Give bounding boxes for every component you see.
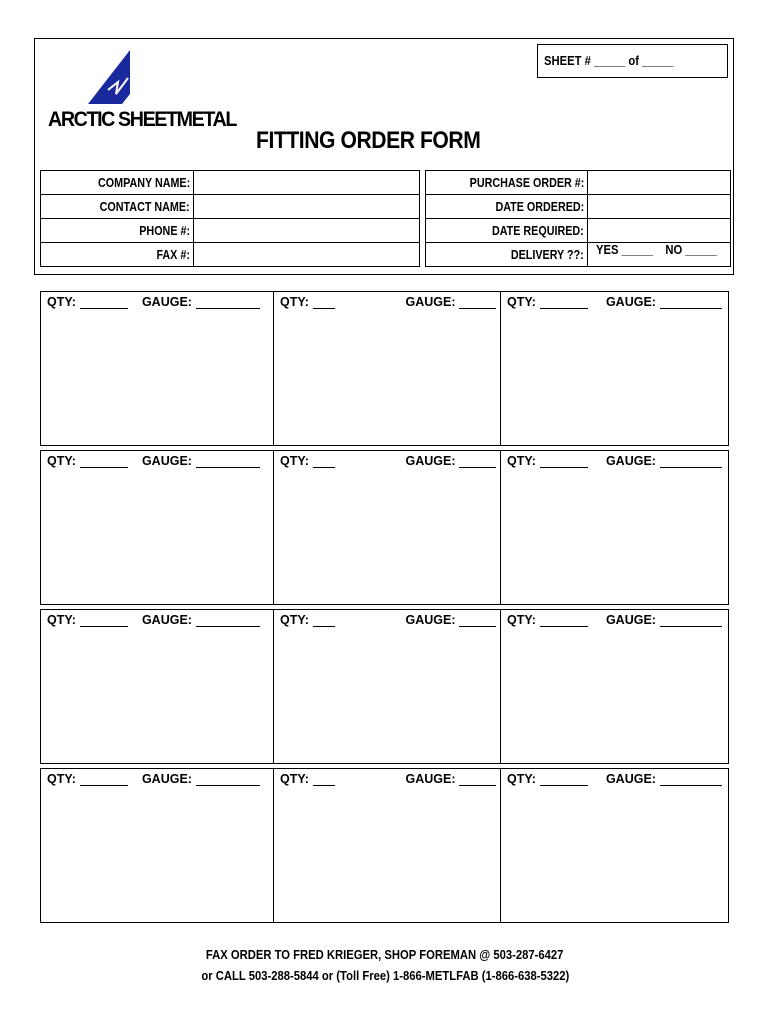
- fitting-cell[interactable]: [41, 451, 273, 604]
- qty-label: QTY:: [280, 613, 309, 627]
- svg-text:ARCTIC SHEETMETAL: ARCTIC SHEETMETAL: [48, 108, 238, 131]
- date-ordered-row: [426, 195, 731, 219]
- gauge-label: GAUGE:: [605, 454, 656, 468]
- date-required-label: DATE REQUIRED:: [492, 223, 584, 238]
- qty-label: QTY:: [507, 454, 536, 468]
- fitting-cell[interactable]: [273, 610, 500, 763]
- qty-label: QTY:: [507, 772, 536, 786]
- purchase-order-label: PURCHASE ORDER #:: [469, 175, 584, 190]
- delivery-field[interactable]: [587, 243, 730, 267]
- fitting-cell[interactable]: [500, 769, 728, 922]
- gauge-label: GAUGE:: [405, 295, 456, 309]
- delivery-label: DELIVERY ??:: [511, 247, 584, 262]
- gauge-blank[interactable]: [660, 614, 722, 627]
- fitting-cell-header: [507, 454, 724, 468]
- qty-label: QTY:: [280, 295, 309, 309]
- customer-info-table: [40, 170, 420, 267]
- fitting-row: [40, 291, 729, 446]
- arctic-sheet-metal-logo: [48, 48, 238, 132]
- fitting-cell[interactable]: [41, 292, 273, 445]
- gauge-blank[interactable]: [459, 296, 496, 309]
- date-ordered-label: DATE ORDERED:: [495, 199, 584, 214]
- company-name-field[interactable]: [194, 171, 420, 195]
- fitting-cell[interactable]: [41, 769, 273, 922]
- footer: [0, 945, 770, 987]
- gauge-label: GAUGE:: [405, 454, 456, 468]
- gauge-blank[interactable]: [196, 614, 260, 627]
- gauge-label: GAUGE:: [605, 772, 656, 786]
- gauge-label: GAUGE:: [405, 772, 456, 786]
- qty-blank[interactable]: [540, 614, 588, 627]
- qty-blank[interactable]: [540, 455, 588, 468]
- qty-blank[interactable]: [313, 296, 336, 309]
- order-info-table: [425, 170, 731, 267]
- fitting-cell-header: [280, 772, 496, 786]
- gauge-label: GAUGE:: [141, 613, 192, 627]
- qty-label: QTY:: [47, 454, 76, 468]
- fitting-cell-header: [280, 295, 496, 309]
- fitting-cell-header: [507, 772, 724, 786]
- gauge-label: GAUGE:: [605, 295, 656, 309]
- fitting-cell-header: [507, 295, 724, 309]
- qty-blank[interactable]: [80, 773, 128, 786]
- contact-name-row: [41, 195, 420, 219]
- gauge-blank[interactable]: [660, 455, 722, 468]
- delivery-options: YES _____ NO _____: [595, 243, 717, 257]
- phone-label: PHONE #:: [139, 223, 190, 238]
- fitting-cell-header: [280, 454, 496, 468]
- qty-blank[interactable]: [313, 614, 336, 627]
- fitting-row: [40, 609, 729, 764]
- qty-label: QTY:: [47, 772, 76, 786]
- gauge-label: GAUGE:: [405, 613, 456, 627]
- qty-blank[interactable]: [313, 455, 336, 468]
- qty-label: QTY:: [507, 295, 536, 309]
- delivery-row: [426, 243, 731, 267]
- footer-call-line: or CALL 503-288-5844 or (Toll Free) 1-866-METLFAB (1-866-638-5322): [201, 969, 569, 983]
- gauge-blank[interactable]: [459, 773, 496, 786]
- fax-row: [41, 243, 420, 267]
- gauge-blank[interactable]: [196, 296, 260, 309]
- fitting-cell-header: [47, 454, 269, 468]
- fitting-row: [40, 450, 729, 605]
- gauge-label: GAUGE:: [605, 613, 656, 627]
- fitting-cell[interactable]: [273, 769, 500, 922]
- form-title: FITTING ORDER FORM: [256, 127, 481, 154]
- gauge-blank[interactable]: [660, 296, 722, 309]
- fitting-cell-header: [47, 613, 269, 627]
- fitting-row: [40, 768, 729, 923]
- qty-label: QTY:: [47, 613, 76, 627]
- sheet-number-box[interactable]: [537, 44, 728, 78]
- date-required-row: [426, 219, 731, 243]
- qty-blank[interactable]: [540, 296, 588, 309]
- fitting-cell[interactable]: [41, 610, 273, 763]
- gauge-label: GAUGE:: [141, 772, 192, 786]
- fitting-cell-header: [47, 772, 269, 786]
- qty-label: QTY:: [280, 454, 309, 468]
- company-name-label: COMPANY NAME:: [97, 175, 190, 190]
- qty-label: QTY:: [280, 772, 309, 786]
- purchase-order-field[interactable]: [587, 171, 730, 195]
- contact-name-label: CONTACT NAME:: [100, 199, 190, 214]
- gauge-blank[interactable]: [196, 455, 260, 468]
- fax-field[interactable]: [194, 243, 420, 267]
- footer-fax-line: FAX ORDER TO FRED KRIEGER, SHOP FOREMAN @ 503-287-6427: [206, 948, 564, 962]
- fitting-cell[interactable]: [273, 292, 500, 445]
- gauge-blank[interactable]: [459, 614, 496, 627]
- qty-blank[interactable]: [80, 296, 128, 309]
- phone-row: [41, 219, 420, 243]
- qty-blank[interactable]: [540, 773, 588, 786]
- qty-blank[interactable]: [80, 614, 128, 627]
- gauge-blank[interactable]: [660, 773, 722, 786]
- qty-blank[interactable]: [313, 773, 336, 786]
- date-required-field[interactable]: [587, 219, 730, 243]
- qty-label: QTY:: [47, 295, 76, 309]
- purchase-order-row: [426, 171, 731, 195]
- gauge-label: GAUGE:: [141, 295, 192, 309]
- qty-label: QTY:: [507, 613, 536, 627]
- sheet-number-text: SHEET # _____ of _____: [544, 54, 674, 68]
- fitting-cell-header: [47, 295, 269, 309]
- phone-field[interactable]: [194, 219, 420, 243]
- fitting-cell-header: [280, 613, 496, 627]
- fitting-cell-header: [507, 613, 724, 627]
- fitting-cell[interactable]: [500, 610, 728, 763]
- date-ordered-field[interactable]: [587, 195, 730, 219]
- gauge-label: GAUGE:: [141, 454, 192, 468]
- company-name-row: [41, 171, 420, 195]
- fitting-cell[interactable]: [273, 451, 500, 604]
- gauge-blank[interactable]: [459, 455, 496, 468]
- fitting-cell[interactable]: [500, 292, 728, 445]
- gauge-blank[interactable]: [196, 773, 260, 786]
- contact-name-field[interactable]: [194, 195, 420, 219]
- qty-blank[interactable]: [80, 455, 128, 468]
- fax-label: FAX #:: [156, 247, 190, 262]
- fitting-cell[interactable]: [500, 451, 728, 604]
